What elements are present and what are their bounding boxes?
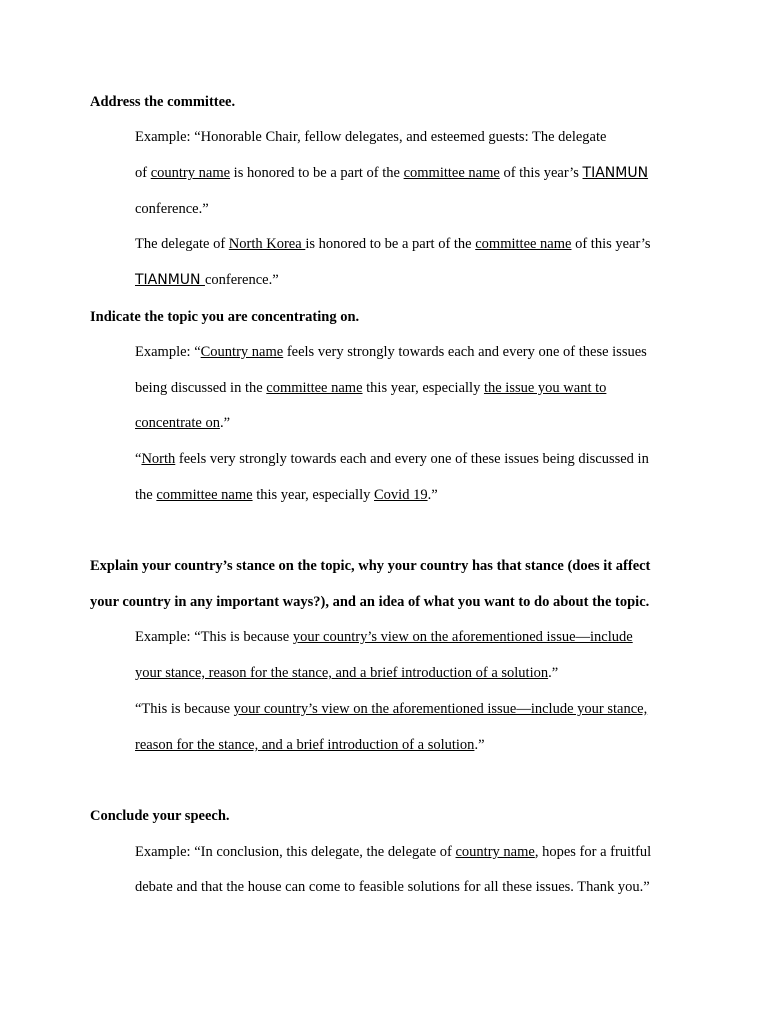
heading-explain-stance: Explain your country’s stance on the topic, why your country has that stance (does it affect — [90, 558, 651, 574]
example-line — [135, 843, 651, 861]
filled-country-name: North — [141, 451, 176, 467]
text-run: feels very strongly towards each and every one of these issues being discussed in — [175, 451, 649, 467]
placeholder-issue: concentrate on — [135, 415, 220, 431]
text-run: Example: “This is because — [135, 629, 293, 645]
placeholder-stance: your stance, reason for the stance, and a brief introduction of a solution — [135, 665, 549, 681]
filled-country-name: North Korea — [228, 236, 306, 252]
text-run: “This is because — [135, 701, 234, 717]
placeholder-country-name: country name — [455, 844, 535, 860]
text-run: .” — [548, 665, 559, 681]
text-run: this year, especially — [362, 380, 484, 396]
text-run: conference.” — [204, 272, 279, 288]
text-run: is honored to be a part of the — [230, 165, 404, 181]
text-run: The delegate of — [135, 236, 229, 252]
placeholder-committee-name: committee name — [475, 236, 572, 252]
filled-issue: Covid 19 — [374, 487, 428, 503]
heading-address-committee: Address the committee. — [90, 94, 236, 110]
example-line — [135, 343, 647, 361]
placeholder-stance: your country’s view on the aforementioned issue—include — [292, 629, 633, 645]
placeholder-country-name: country name — [150, 165, 231, 181]
conference-name: TIANMUN — [582, 165, 649, 181]
text-run: “ — [135, 451, 142, 467]
example-line — [135, 878, 650, 896]
text-run: , hopes for a fruitful — [534, 844, 652, 860]
filled-line — [135, 450, 649, 468]
heading-explain-stance: your country in any important ways?), and an idea of what you want to do about the topic. — [90, 594, 650, 610]
placeholder-stance: your country’s view on the aforementioned issue—include your stance, — [233, 701, 648, 717]
filled-line — [135, 700, 647, 718]
example-line — [135, 200, 209, 218]
filled-line — [135, 486, 438, 504]
text-run: .” — [427, 487, 438, 503]
placeholder-committee-name: committee name — [266, 380, 363, 396]
filled-line — [135, 736, 485, 754]
placeholder-committee-name: committee name — [156, 487, 253, 503]
text-run: Example: “ — [135, 344, 201, 360]
placeholder-stance: reason for the stance, and a brief introduction of a solution — [135, 737, 475, 753]
text-run: the — [135, 487, 157, 503]
text-run: Example: “In conclusion, this delegate, the delegate of — [135, 844, 456, 860]
example-line — [135, 128, 606, 146]
text-run: .” — [474, 737, 485, 753]
text-run: .” — [219, 415, 231, 431]
heading-conclude-speech: Conclude your speech. — [90, 808, 230, 824]
heading-indicate-topic: Indicate the topic you are concentrating on. — [90, 309, 360, 325]
placeholder-committee-name: committee name — [403, 165, 500, 181]
text-run: is honored to be a part of the — [305, 236, 476, 252]
example-line — [135, 164, 648, 182]
example-line — [135, 628, 633, 646]
text-run: feels very strongly towards each and every one of these issues — [283, 344, 647, 360]
example-line — [135, 414, 230, 432]
placeholder-country-name: Country name — [200, 344, 284, 360]
text-run: of — [135, 165, 151, 181]
filled-line — [135, 271, 279, 289]
example-line — [135, 379, 606, 397]
text-run: of this year’s — [499, 165, 583, 181]
text-run: of this year’s — [571, 236, 651, 252]
text-run: being discussed in the — [135, 380, 267, 396]
text-run: conference.” — [135, 201, 209, 217]
conference-name: TIANMUN — [135, 272, 205, 288]
filled-line — [135, 235, 651, 253]
text-run: debate and that the house can come to feasible solutions for all these issues. Thank you.” — [135, 879, 650, 895]
text-run: Example: “Honorable Chair, fellow delegates, and esteemed guests: The delegate — [135, 129, 607, 145]
text-run: this year, especially — [252, 487, 374, 503]
example-line — [135, 664, 558, 682]
placeholder-issue: the issue you want to — [483, 380, 607, 396]
